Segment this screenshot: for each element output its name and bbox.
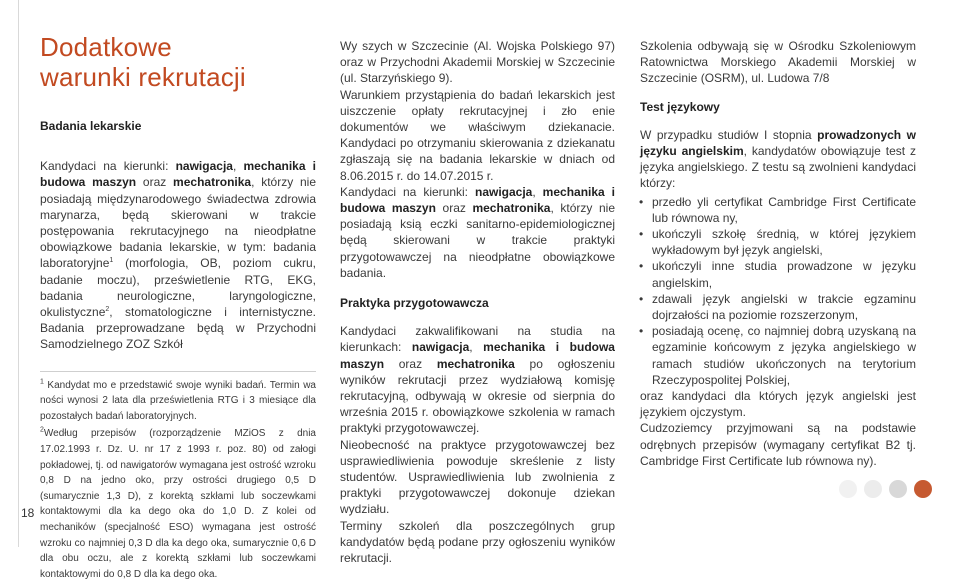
- column-right: [640, 38, 916, 469]
- page-title: [40, 32, 316, 92]
- title-line-2: warunki rekrutacji: [40, 62, 246, 92]
- paragraph-native-speakers: oraz kandydaci dla których język angielski jest językiem ojczystym.: [640, 389, 916, 420]
- footnote-ref-1: 1: [109, 257, 114, 265]
- list-item: • posiadają ocenę, co najmniej dobrą uzyskaną na egzaminie końcowym z języka angielskiego w ramach studiów ukończonych na terytorium Rzeczypospolitej Polskiej,: [639, 324, 916, 387]
- bullet-icon: •: [639, 259, 644, 274]
- list-item: • ukończyli szkołę średnią, w której językiem wykładowym był język angielski,: [639, 227, 916, 258]
- heading-language-test: Test językowy: [640, 99, 720, 114]
- list-item: • ukończyli inne studia prowadzone w języku angielskim,: [639, 259, 916, 290]
- paragraph-sanitary-booklet: Kandydaci na kierunki: nawigacja, mechanika i budowa maszyn oraz mechatronika, którzy nie posiadają ksią eczki sanitarno-epidemiologicznej będą skierowani w trakcie praktyki przygotowawczej na nieodpłatne obowiązkowe badania.: [340, 184, 616, 280]
- paragraph-schedule: Terminy szkoleń dla poszczególnych grup kandydatów będą podane przy ogłoszeniu wyników rekrutacji.: [340, 518, 615, 566]
- paragraph-exam-conditions: Warunkiem przystąpienia do badań lekarskich jest uiszczenie opłaty rekrutacyjnej i zło enie dokumentów we właściwym dziekanacie. Kandydaci po otrzymaniu skierowania z dziekanatu zgłaszają się na badania lekarskie w dniach od 8.06.2015 r. do 14.07.2015 r.: [340, 87, 615, 183]
- column-middle: [340, 38, 615, 566]
- exemption-list: [640, 194, 916, 388]
- bullet-icon: •: [639, 227, 644, 242]
- margin-rule: [18, 0, 19, 547]
- decorative-circle-1: [839, 480, 857, 498]
- decorative-circle-2: [864, 480, 882, 498]
- title-line-1: Dodatkowe: [40, 32, 172, 62]
- paragraph-practice-info: Kandydaci zakwalifikowani na studia na kierunkach: nawigacja, mechanika i budowa maszyn oraz mechatronika po ogłoszeniu wyników rekrutacji przez wydziałową komisję rekrutacyjną, odbywają w okresie od sierpnia do września 2015 r. obowiązkowe szkolenia w ramach praktyki przygotowawczej.: [340, 324, 615, 436]
- list-item: • przedło yli certyfikat Cambridge First Certificate lub równowa ny,: [639, 194, 916, 225]
- list-item: • zdawali język angielski w trakcie egzaminu dojrzałości na poziomie rozszerzonym,: [639, 291, 916, 323]
- paragraph-absence: Nieobecność na praktyce przygotowawczej bez usprawiedliwienia powoduje skreślenie z listy studentów. Usprawiedliwienia lub zwolnienia z praktyki przygotowawczej dokonuje dziekan wydziału.: [340, 437, 615, 517]
- bullet-icon: •: [639, 324, 644, 339]
- paragraph-clinic-address: Wy szych w Szczecinie (Al. Wojska Polskiego 97) oraz w Przychodni Akademii Morskiej w Szczecinie (ul. Starzyńskiego 9).: [340, 39, 615, 86]
- bullet-icon: •: [639, 194, 644, 209]
- paragraph-foreigners: Cudzoziemcy przyjmowani są na podstawie odrębnych przepisów (wymagany certyfikat B2 tj. Cambridge First Certificate lub równowa ny).: [640, 421, 916, 468]
- paragraph-training-center: Szkolenia odbywają się w Ośrodku Szkoleniowym Ratownictwa Morskiego Akademii Morskiej w Szczecinie (OSRM), ul. Ludowa 7/8: [640, 39, 916, 86]
- footnote-ref-2: 2: [105, 306, 110, 314]
- bullet-icon: •: [639, 291, 644, 306]
- paragraph-language-test: W przypadku studiów I stopnia prowadzonych w języku angielskim, kandydatów obowiązuje test z języka angielskiego. Z testu są zwolnieni kandydaci którzy:: [640, 127, 916, 191]
- paragraph-medical-exams: Kandydaci na kierunki: nawigacja, mechanika i budowa maszyn oraz mechatronika, którzy nie posiadają międzynarodowego świadectwa zdrowia marynarza, będą skierowani w trakcie postępowania rekrutacyjnego na nieodpłatne obowiązkowe badania lekarskie, w tym: badania laboratoryjne$^1$ (morfologia, OB, poziom cukru, badanie moczu), prześwietlenie RTG, EKG, badania neurologiczne, laryngologiczne, okulistyczne$^2$, stomatologiczne i internistyczne. Badania przeprowadzane będą w Przychodni Samodzielnego ZOZ Szkół: [40, 159, 317, 352]
- page-number: 18: [21, 506, 35, 520]
- column-left: [40, 32, 316, 584]
- decorative-circle-4: [914, 480, 932, 498]
- footnote-1: $^1$ Kandydat mo e przedstawić swoje wyniki badań. Termin wa ności wynosi 2 lata dla prześwietlenia RTG i 3 miesiące dla pozostałych badań laboratoryjnych.: [40, 378, 316, 422]
- footnote-separator: [40, 371, 316, 372]
- heading-preparatory-practice: Praktyka przygotowawcza: [340, 296, 489, 311]
- decorative-circle-3: [889, 480, 907, 498]
- footnote-2: $^2$Według przepisów (rozporządzenie MZiOS z dnia 17.02.1993 r. Dz. U. nr 17 z 1993 r. poz. 80) od załogi pokładowej, tj. od nawigatorów wymagana jest ostrość wzroku 0,8 D na jedno oko, przy ostrości drugiego 0,5 D (sumarycznie 1,3 D), z korektą szkłami lub soczewkami kontaktowymi dla ka dego oka do 1,0 D. Z kolei od mechaników (specjalność ESO) wymagana jest ostrość wzroku co najmniej 0,3 D dla ka dego oka, sumarycznie 0,6 D dla obu oczu, ale z korektą szkłami lub soczewkami kontaktowymi do 0,8 D dla ka dego oka.: [40, 427, 316, 580]
- heading-medical-exams: Badania lekarskie: [40, 119, 142, 133]
